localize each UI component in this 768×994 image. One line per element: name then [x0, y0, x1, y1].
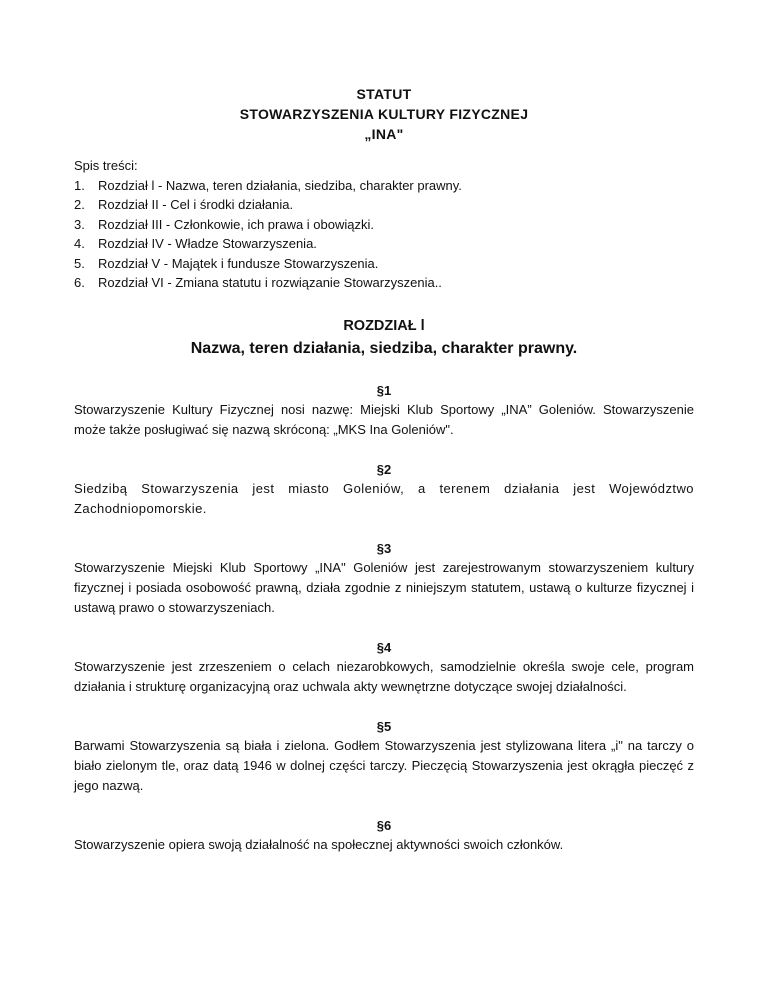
section-2 — [74, 460, 694, 519]
toc-item-number: 2. — [74, 197, 85, 212]
section-mark: §2 — [376, 461, 392, 477]
section-mark: §4 — [376, 639, 392, 655]
chapter-subtitle: Nazwa, teren działania, siedziba, charakter prawny. — [190, 339, 578, 357]
section-mark: §6 — [376, 817, 392, 833]
toc-item-number: 5. — [74, 255, 85, 271]
section-5 — [74, 717, 694, 796]
toc-item-number: 1. — [74, 177, 85, 193]
title-line-statut: STATUT — [356, 86, 412, 102]
section-4 — [74, 638, 694, 697]
toc-item — [74, 273, 694, 293]
toc-item-text: Rozdział l - Nazwa, teren działania, siedziba, charakter prawny. — [98, 177, 462, 193]
title-line-association: STOWARZYSZENIA KULTURY FIZYCZNEJ — [239, 106, 529, 122]
document-title — [74, 84, 694, 144]
toc-heading: Spis treści: — [74, 158, 138, 173]
section-text: Siedzibą Stowarzyszenia jest miasto Goleniów, a terenem działania jest Województwo Zachodniopomorskie. — [74, 480, 694, 516]
section-1 — [74, 381, 694, 440]
toc-item-number: 4. — [74, 236, 85, 251]
toc-item — [74, 195, 694, 215]
toc-item — [74, 215, 694, 235]
toc-item-text: Rozdział II - Cel i środki działania. — [98, 197, 294, 212]
toc-item-text: Rozdział V - Majątek i fundusze Stowarzyszenia. — [98, 255, 379, 271]
chapter-heading — [74, 315, 694, 361]
toc-item-text: Rozdział VI - Zmiana statutu i rozwiązanie Stowarzyszenia.. — [98, 275, 442, 290]
toc-list — [74, 176, 694, 293]
section-mark: §5 — [376, 718, 392, 734]
title-line-name: „INA" — [364, 126, 404, 142]
section-text: Barwami Stowarzyszenia są biała i zielona. Godłem Stowarzyszenia jest stylizowana litera „i" na tarczy o biało zielonym tle, oraz datą 1946 w dolnej części tarczy. Pieczęcią Stowarzyszenia jest okrągła pieczęć z jego nazwą. — [74, 737, 694, 793]
section-3 — [74, 539, 694, 618]
document-page — [74, 84, 694, 855]
toc-item — [74, 254, 694, 274]
chapter-title: ROZDZIAŁ l — [343, 317, 425, 334]
toc-item-number: 3. — [74, 216, 85, 232]
section-mark: §1 — [376, 382, 392, 398]
toc-item-text: Rozdział III - Członkowie, ich prawa i obowiązki. — [98, 216, 374, 232]
section-mark: §3 — [376, 540, 392, 556]
section-text: Stowarzyszenie Miejski Klub Sportowy „INA" Goleniów jest zarejestrowanym stowarzyszeniem kultury fizycznej i posiada osobowość prawną, działa zgodnie z niniejszym statutem, ustawą o kulturze fizycznej i ustawą prawo o stowarzyszeniach. — [74, 559, 694, 615]
toc-item — [74, 234, 694, 254]
toc-item-number: 6. — [74, 275, 85, 290]
section-text: Stowarzyszenie jest zrzeszeniem o celach niezarobkowych, samodzielnie określa swoje cele, program działania i strukturę organizacyjną oraz uchwala akty wewnętrzne dotyczące swojej działalności. — [74, 658, 694, 694]
section-text: Stowarzyszenie opiera swoją działalność na społecznej aktywności swoich członków. — [74, 836, 564, 852]
toc-item — [74, 176, 694, 196]
section-text: Stowarzyszenie Kultury Fizycznej nosi nazwę: Miejski Klub Sportowy „INA” Goleniów. Stowarzyszenie może także posługiwać się nazwą skróconą: „MKS Ina Goleniów". — [74, 401, 694, 437]
table-of-contents — [74, 156, 694, 293]
section-6 — [74, 816, 694, 855]
toc-item-text: Rozdział IV - Władze Stowarzyszenia. — [98, 236, 317, 251]
